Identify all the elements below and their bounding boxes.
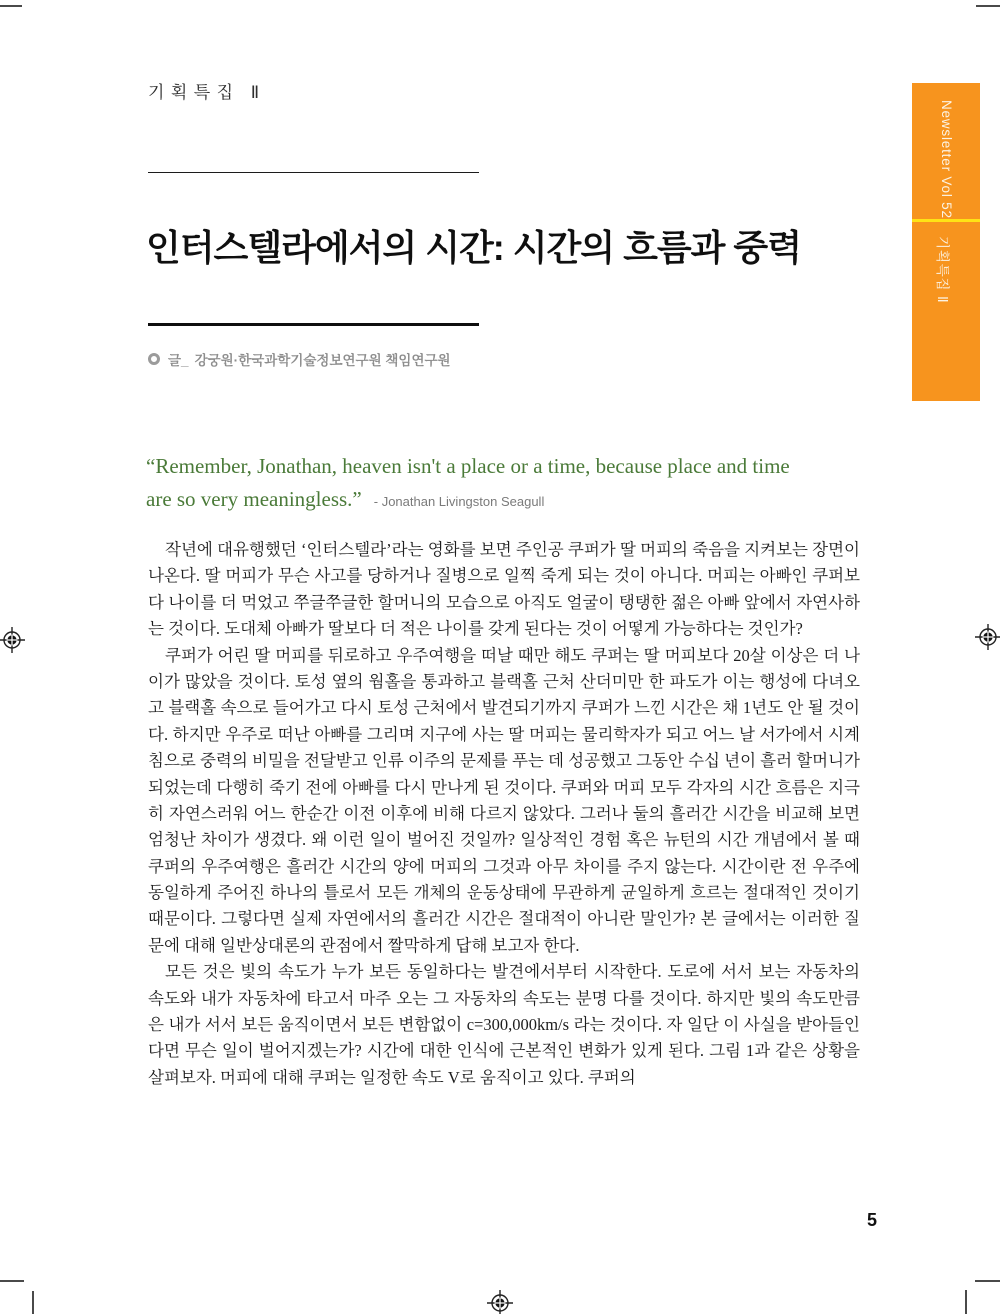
body-paragraph: 쿠퍼가 어린 딸 머피를 뒤로하고 우주여행을 떠날 때만 해도 쿠퍼는 딸 머피보다 20살 이상은 더 나이가 많았을 것이다. 토성 옆의 웜홀을 통과하고 블랙홀 근처 산더미만 한 파도가 이는 행성에 다녀오고 블랙홀 속으로 들어가고 다시 토성 근처에서 발견되기까지 쿠퍼가 느낀 시간은 채 1년도 안 될 것이다. 하지만 우주로 떠난 아빠를 그리며 지구에 사는 딸 머피는 물리학자가 되고 어느 날 서가에서 시계 침으로 중력의 비밀을 전달받고 인류 이주의 문제를 푸는 데 성공했고 그동안 수십 년이 흘러 할머니가 되었는데 다행히 죽기 전에 아빠를 다시 만나게 된 것이다. 쿠퍼와 머피 모두 각자의 시간 흐름은 지극히 자연스러워 어느 한순간 이전 이후에 비해 다르지 않았다. 그러나 둘의 흘러간 시간을 비교해 보면 엄청난 차이가 생겼다. 왜 이런 일이 벌어진 것일까? 일상적인 경험 혹은 뉴턴의 시간 개념에서 볼 때 쿠퍼의 우주여행은 흘러간 시간의 양에 머피의 그것과 아무 차이를 주지 않는다. 시간이란 전 우주에 동일하게 주어진 하나의 틀로서 모든 개체의 운동상태에 무관하게 균일하게 흐르는 절대적인 것이기 때문이다. 그렇다면 실제 자연에서의 흘러간 시간은 절대적이 아니란 말인가? 본 글에서는 이러한 질문에 대해 일반상대론의 관점에서 짤막하게 답해 보고자 한다. (148, 645, 860, 955)
title-rule-bottom (148, 323, 479, 326)
byline-prefix: 글_ (168, 353, 189, 368)
trim-mark-bottom-right-v (965, 1290, 967, 1314)
registration-mark-icon (975, 624, 1000, 650)
article-title: 인터스텔라에서의 시간: 시간의 흐름과 중력 (146, 227, 801, 268)
section-kicker: 기획특집 Ⅱ (148, 83, 266, 102)
body-paragraph: 작년에 대유행했던 ‘인터스텔라’라는 영화를 보면 주인공 쿠퍼가 딸 머피의 죽음을 지켜보는 장면이 나온다. 딸 머피가 무슨 사고를 당하거나 질병으로 일찍 죽게 되는 것이 아니다. 머피는 아빠인 쿠퍼보다 나이를 더 먹었고 쭈글쭈글한 할머니의 모습으로 아직도 얼굴이 탱탱한 젊은 아빠 앞에서 자연사하는 것이다. 도대체 아빠가 딸보다 더 적은 나이를 갖게 된다는 것이 어떻게 가능하다는 것인가? (148, 540, 860, 639)
title-rule-top (148, 172, 479, 173)
article-body (148, 537, 860, 1091)
quote-attribution: - Jonathan Livingston Seagull (373, 494, 545, 510)
trim-mark-bottom-right-h (975, 1280, 1000, 1282)
registration-mark-icon (0, 627, 25, 653)
byline-author: 강궁원·한국과학기술정보연구원 책임연구원 (194, 353, 451, 368)
quote-line: “Remember, Jonathan, heaven isn't a place or a time, because place and time (146, 454, 790, 478)
byline (148, 349, 451, 369)
epigraph-quote (146, 450, 806, 516)
ring-bullet-icon (148, 353, 160, 365)
trim-mark-bottom-left-v (32, 1291, 34, 1314)
side-tab-section-label: 기획특집 Ⅱ (935, 236, 950, 304)
quote-line: are so very meaningless.” (146, 487, 362, 512)
trim-mark-top-left (0, 5, 22, 7)
side-tab-newsletter-label: Newsletter Vol 52 (939, 100, 954, 219)
page-number: 5 (866, 1210, 877, 1230)
trim-mark-top-right (976, 5, 1000, 7)
body-paragraph: 모든 것은 빛의 속도가 누가 보든 동일하다는 발견에서부터 시작한다. 도로에 서서 보는 자동차의 속도와 내가 자동차에 타고서 마주 오는 그 자동차의 속도는 분명 다를 것이다. 하지만 빛의 속도만큼은 내가 서서 보든 움직이면서 보든 변함없이 c=300,000km/s 라는 것이다. 자 일단 이 사실을 받아들인다면 무슨 일이 벌어지겠는가? 시간에 대한 인식에 근본적인 변화가 있게 된다. 그림 1과 같은 상황을 살펴보자. 머피에 대해 쿠퍼는 일정한 속도 V로 움직이고 있다. 쿠퍼의 (148, 962, 860, 1087)
registration-mark-icon (487, 1290, 513, 1314)
trim-mark-bottom-left-h (0, 1280, 24, 1282)
